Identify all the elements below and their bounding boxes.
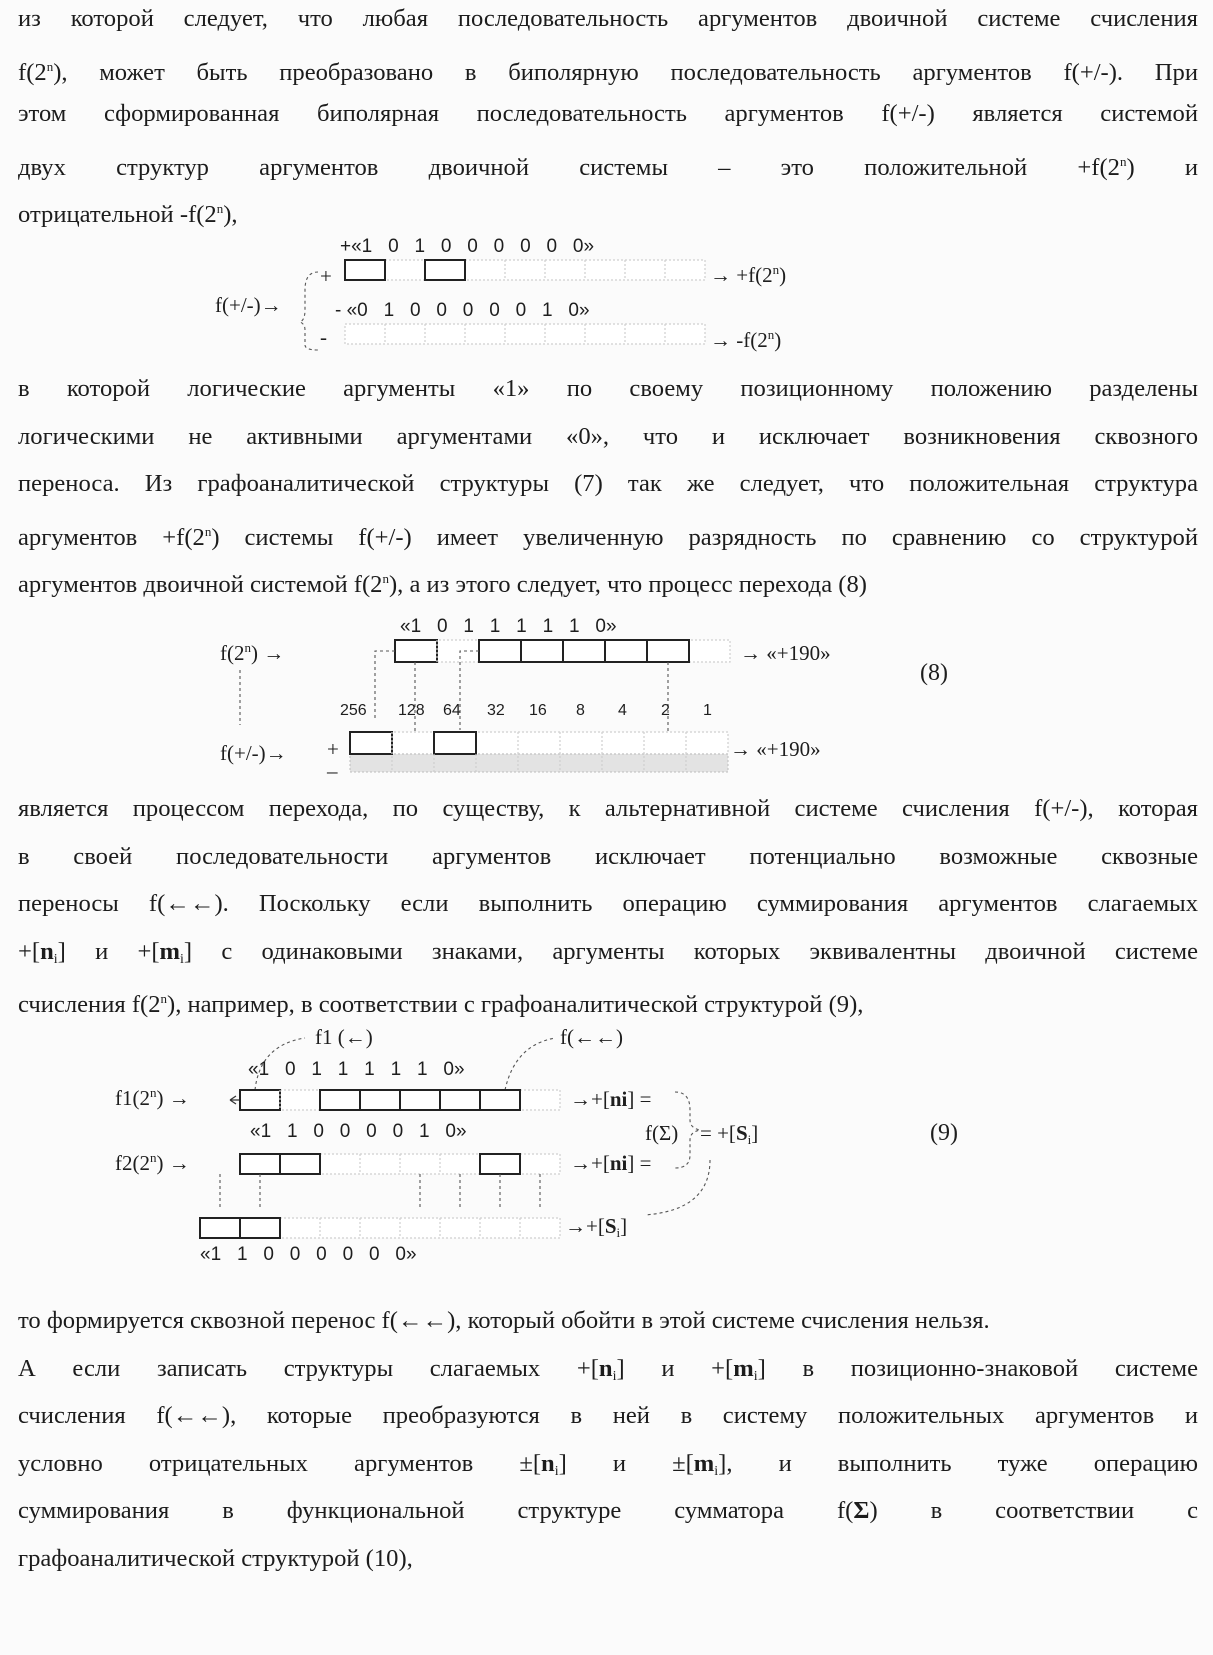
fig9-brace: [675, 1092, 700, 1168]
fig7-bottom-register: [345, 324, 705, 344]
fig7-brace: [300, 272, 318, 350]
fig8-top-cell-1: [395, 640, 437, 662]
fig9-f1-arrow-label: f1 (←): [315, 1025, 373, 1049]
paragraph-1: [18, 0, 1198, 233]
fig8-bottom-register: [350, 732, 728, 772]
fig8-bottom-cell-64: [434, 732, 476, 754]
weight-label: 16: [529, 702, 547, 719]
text-line: в которой логические аргументы «1» по своему позиционному положению разделены: [18, 365, 1198, 413]
fig9-row1-register: [240, 1090, 560, 1110]
fig9-row2-digits: «1 1 0 0 0 0 1 0»: [250, 1121, 467, 1142]
fig8-top-output: → «+190»: [740, 641, 831, 665]
fig9-row2-cell-7: [480, 1154, 520, 1174]
fig7-plus-sign: +: [320, 264, 332, 288]
fig8-equation-number: (8): [920, 660, 948, 686]
weight-label: 32: [487, 702, 505, 719]
paragraph-2: [18, 365, 1198, 603]
text-line: в своей последовательности аргументов исключает потенциально возможные сквозные: [18, 833, 1198, 881]
fig9-row1-label: f1(2n) →: [115, 1085, 190, 1110]
fig9-sum-result: = +[Si]: [700, 1121, 758, 1147]
fig9-row1-cell-1: [240, 1090, 280, 1110]
fig8-top-digits: «1 0 1 1 1 1 1 0»: [400, 616, 617, 637]
text-line: переносы f(←←). Поскольку если выполнить операцию суммирования аргументов слагаемых: [18, 880, 1198, 928]
fig8-bottom-label: f(+/-)→: [220, 741, 287, 765]
weight-label: 128: [398, 702, 425, 719]
text-line: этом сформированная биполярная последовательность аргументов f(+/-) является системой: [18, 90, 1198, 138]
fig9-row2-register: [240, 1154, 560, 1174]
fig8-bottom-cell-256: [350, 732, 392, 754]
fig7-top-cell-3: [425, 260, 465, 280]
text-line: аргументов двоичной системой f(2n), а из этого следует, что процесс перехода (8): [18, 555, 1198, 603]
text-line: графоаналитической структурой (10),: [18, 1535, 1198, 1583]
weight-label: 64: [443, 702, 461, 719]
fig8-arrow-256: [375, 651, 395, 720]
figure-8-diagram: [215, 610, 995, 785]
fig7-left-label: f(+/-)→: [215, 293, 282, 317]
text-line: f(2n), может быть преобразовано в биполярную последовательность аргументов f(+/-). При: [18, 43, 1198, 91]
fig7-top-register: [345, 260, 705, 280]
fig8-arrow-64: [460, 651, 479, 730]
fig8-top-cells-3-7: [479, 640, 689, 662]
fig9-result-register: [200, 1218, 560, 1238]
fig9-carry-label: f(←←): [560, 1025, 623, 1049]
fig9-sum-function: f(Σ): [645, 1121, 678, 1145]
weight-label: 1: [703, 702, 712, 719]
fig8-minus-sign: –: [326, 759, 338, 783]
text-line: переноса. Из графоаналитической структуры (7) так же следует, что положительная структура: [18, 460, 1198, 508]
text-line: +[ni] и +[mi] с одинаковыми знаками, аргументы которых эквивалентны двоичной системе: [18, 928, 1198, 976]
fig8-bottom-output: → «+190»: [730, 737, 821, 761]
fig9-result-output: →+[Si]: [565, 1214, 627, 1240]
paragraph-4: [18, 1297, 1198, 1582]
figure-9-diagram: [110, 1020, 890, 1265]
fig7-top-output: → +f(2n): [710, 262, 786, 287]
fig7-top-cell-1: [345, 260, 385, 280]
fig8-weights: [340, 702, 712, 719]
weight-label: 2: [661, 702, 670, 719]
text-line: аргументов +f(2n) системы f(+/-) имеет увеличенную разрядность по сравнению со структурой: [18, 508, 1198, 556]
text-line: отрицательной -f(2n),: [18, 185, 1198, 233]
fig9-row1-digits: «1 0 1 1 1 1 1 0»: [248, 1059, 465, 1080]
fig7-bottom-digits: - «0 1 0 0 0 0 0 1 0»: [335, 300, 590, 321]
fig7-bottom-output: → -f(2n): [710, 327, 781, 352]
weight-label: 256: [340, 702, 367, 719]
fig9-carry-arrow-right: [505, 1038, 555, 1090]
fig9-row2-label: f2(2n) →: [115, 1150, 190, 1175]
fig8-plus-sign: +: [327, 737, 339, 761]
figure-7-diagram: [210, 230, 910, 360]
document-page: [0, 0, 1213, 1655]
fig8-top-label: f(2n) →: [220, 640, 284, 665]
text-line: счисления f(2n), например, в соответствии с графоаналитической структурой (9),: [18, 975, 1198, 1023]
text-line: из которой следует, что любая последовательность аргументов двоичной системе счисления: [18, 0, 1198, 43]
fig9-row1-cells-3-7: [320, 1090, 520, 1110]
fig9-row2-output: →+[ni] =: [570, 1151, 651, 1175]
text-line: двух структур аргументов двоичной системы – это положительной +f(2n) и: [18, 138, 1198, 186]
weight-label: 4: [618, 702, 627, 719]
text-line: то формируется сквозной перенос f(←←), который обойти в этой системе счисления нельзя.: [18, 1297, 1198, 1345]
fig9-row1-output: →+[ni] =: [570, 1087, 651, 1111]
text-line: является процессом перехода, по существу, к альтернативной системе счисления f(+/-), которая: [18, 785, 1198, 833]
fig7-top-digits: +«1 0 1 0 0 0 0 0 0»: [340, 236, 594, 257]
paragraph-3: [18, 785, 1198, 1023]
text-line: счисления f(←←), которые преобразуются в ней в систему положительных аргументов и: [18, 1392, 1198, 1440]
fig8-top-register: [395, 640, 730, 662]
text-line: логическими не активными аргументами «0», что и исключает возникновения сквозного: [18, 413, 1198, 461]
text-line: А если записать структуры слагаемых +[ni] и +[mi] в позиционно-знаковой системе: [18, 1345, 1198, 1393]
fig9-result-digits: «1 1 0 0 0 0 0 0»: [200, 1244, 417, 1265]
fig9-equation-number: (9): [930, 1120, 958, 1146]
text-line: суммирования в функциональной структуре сумматора f(Σ) в соответствии с: [18, 1487, 1198, 1535]
weight-label: 8: [576, 702, 585, 719]
fig9-row1-left-arrow: [230, 1096, 240, 1104]
text-line: условно отрицательных аргументов ±[ni] и ±[mi], и выполнить туже операцию: [18, 1440, 1198, 1488]
fig7-minus-sign: -: [320, 325, 327, 349]
